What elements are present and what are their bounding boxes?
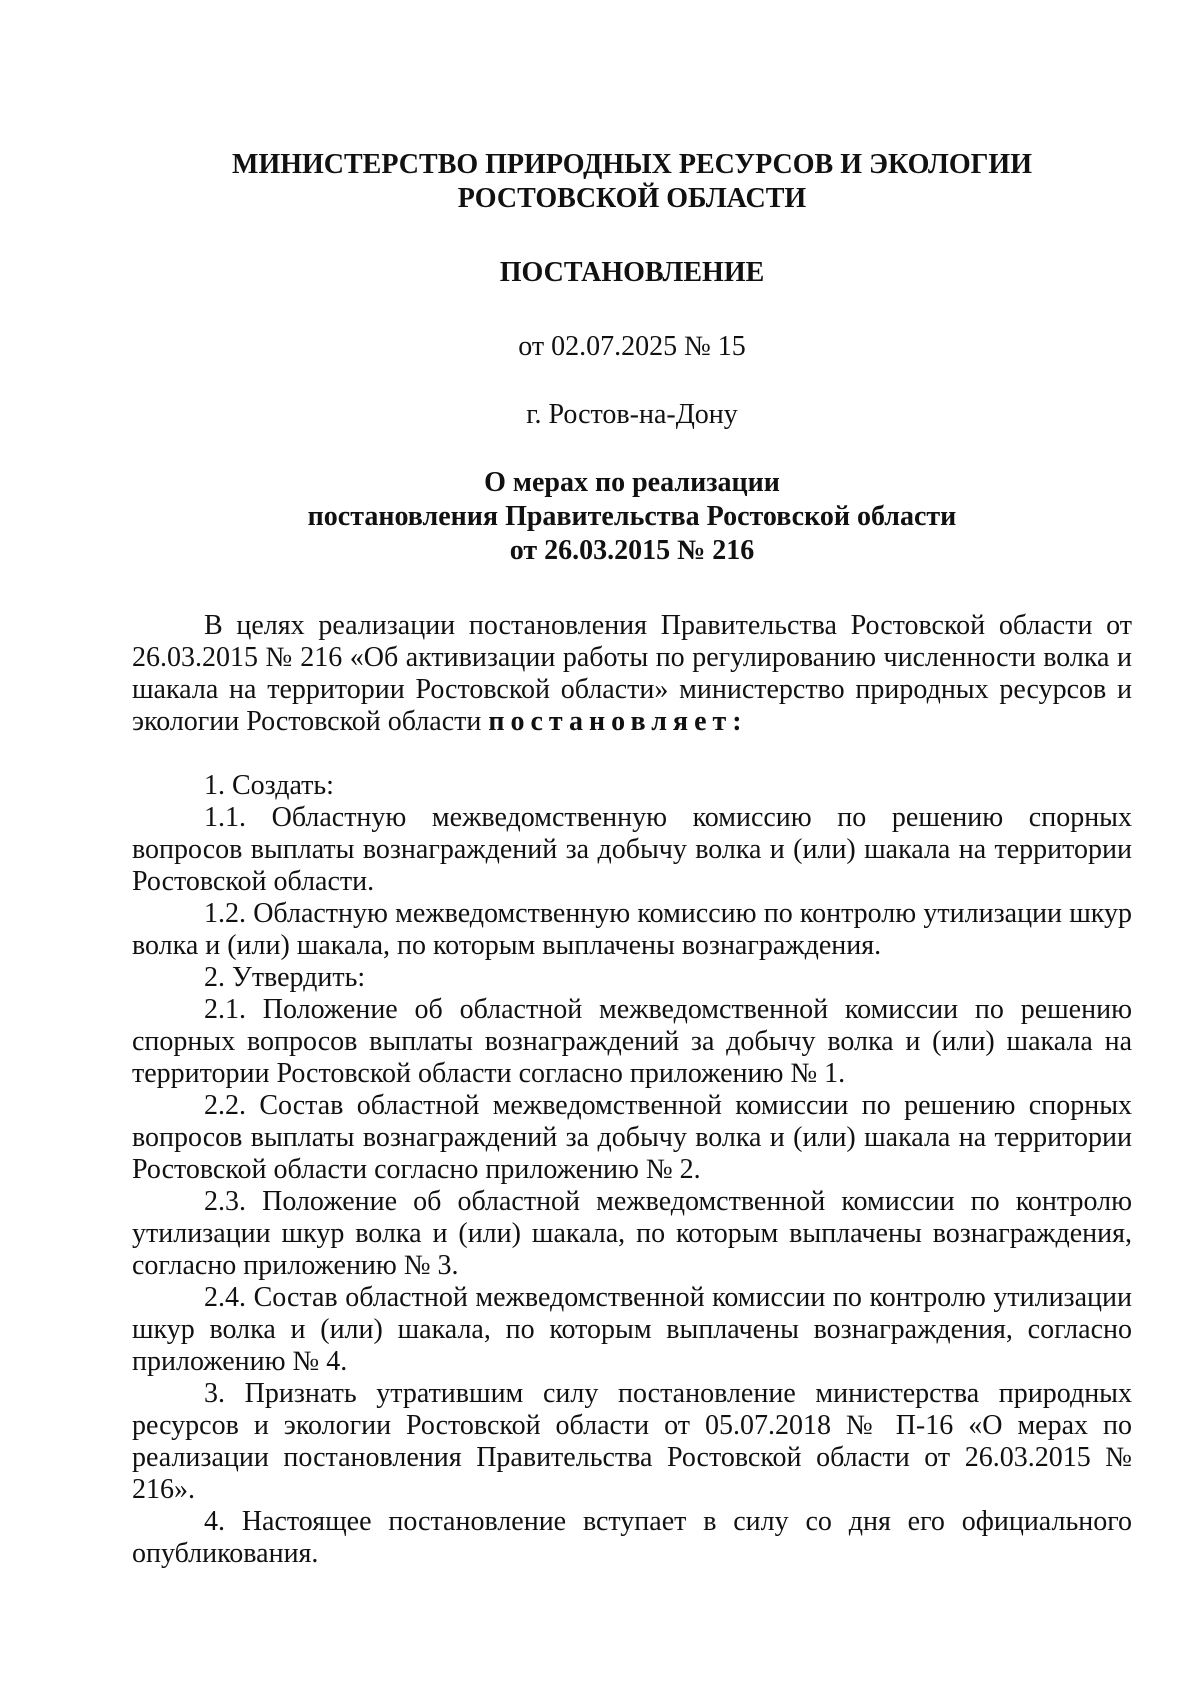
ministry-name-line-1: МИНИСТЕРСТВО ПРИРОДНЫХ РЕСУРСОВ И ЭКОЛОГИИ <box>232 149 1032 180</box>
preamble-text: В целях реализации постановления Правительства Ростовской области от 26.03.2015 № 216 «Об активизации работы по регулированию численности волка и шакала на территории Ростовской области» министерство природных ресурсов и экологии Ростовской области <box>132 610 1132 737</box>
item-1-1: 1.1. Областную межведомственную комиссию по решению спорных вопросов выплаты вознаграждений за добычу волка и (или) шакала на территории Ростовской области. <box>132 802 1132 897</box>
subject-line-1: О мерах по реализации <box>484 467 780 498</box>
document-city: г. Ростов-на-Дону <box>526 399 738 430</box>
item-2-4: 2.4. Состав областной межведомственной комиссии по контролю утилизации шкур волка и (или) шакала, по которым выплачены вознаграждения, согласно приложению № 4. <box>132 1282 1132 1377</box>
subject-line-2: постановления Правительства Ростовской области <box>307 501 957 532</box>
item-2-2: 2.2. Состав областной межведомственной комиссии по решению спорных вопросов выплаты вознаграждений за добычу волка и (или) шакала на территории Ростовской области согласно приложению № 2. <box>132 1090 1132 1185</box>
document-type: ПОСТАНОВЛЕНИЕ <box>499 257 765 288</box>
item-2-1: 2.1. Положение об областной межведомственной комиссии по решению спорных вопросов выплаты вознаграждений за добычу волка и (или) шакала на территории Ростовской области согласно приложению № 1. <box>132 994 1132 1089</box>
decree-word: постановляет: <box>488 706 748 737</box>
ministry-name-line-2: РОСТОВСКОЙ ОБЛАСТИ <box>457 183 807 214</box>
preamble-paragraph <box>132 610 1132 738</box>
subject-line-3: от 26.03.2015 № 216 <box>509 535 755 566</box>
item-4: 4. Настоящее постановление вступает в силу со дня его официального опубликования. <box>132 1506 1132 1569</box>
item-1-2: 1.2. Областную межведомственную комиссию по контролю утилизации шкур волка и (или) шакала, по которым выплачены вознаграждения. <box>132 898 1132 961</box>
document-subject <box>132 466 1132 568</box>
item-2: 2. Утвердить: <box>204 962 366 993</box>
item-1: 1. Создать: <box>204 770 334 801</box>
document-page <box>132 140 1132 1570</box>
item-3: 3. Признать утратившим силу постановление министерства природных ресурсов и экологии Ростовской области от 05.07.2018 № П-16 «О мерах по реализации постановления Правительства Ростовской области от 26.03.2015 № 216». <box>132 1378 1132 1505</box>
document-date-number: от 02.07.2025 № 15 <box>518 331 746 362</box>
ministry-name <box>132 148 1132 216</box>
item-2-3: 2.3. Положение об областной межведомственной комиссии по контролю утилизации шкур волка и (или) шакала, по которым выплачены вознаграждения, согласно приложению № 3. <box>132 1186 1132 1281</box>
